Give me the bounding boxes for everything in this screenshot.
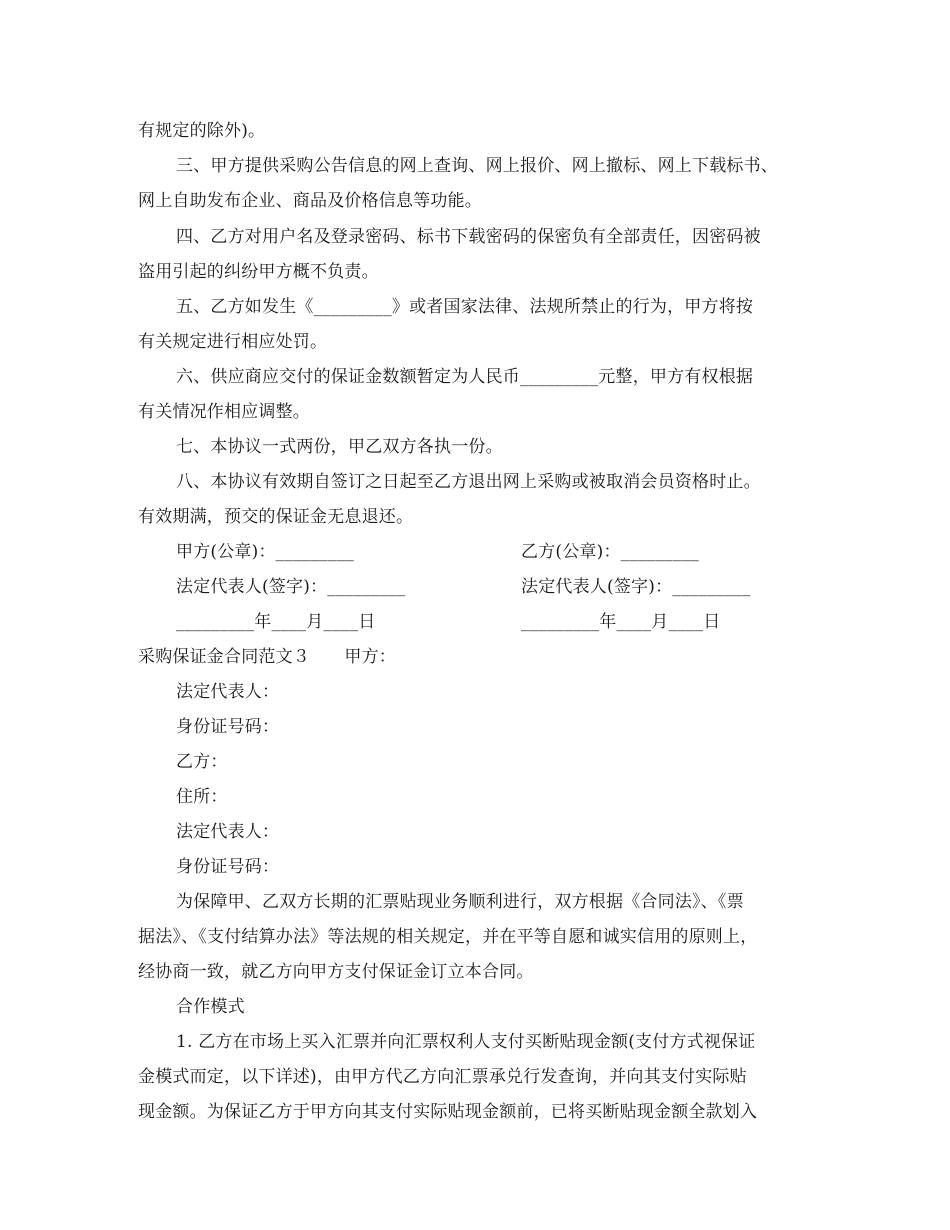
party-b-representative: 法定代表人(签字)：_________ xyxy=(521,577,751,597)
text-line: 有关规定进行相应处罚。 xyxy=(138,332,328,352)
clause-7: 七、本协议一式两份，甲乙双方各执一份。 xyxy=(176,437,503,457)
subheading-cooperation-mode: 合作模式 xyxy=(176,997,245,1017)
clause-6: 六、供应商应交付的保证金数额暂定为人民币_________元整，甲方有权根据 xyxy=(176,367,754,387)
party-a-representative: 法定代表人(签字)：_________ xyxy=(176,577,406,597)
field-address: 住所： xyxy=(176,787,228,807)
text-line: 盗用引起的纠纷甲方概不负责。 xyxy=(138,262,379,282)
text-line: 有关情况作相应调整。 xyxy=(138,402,310,422)
party-b-date: _________年____月____日 xyxy=(521,612,721,632)
clause-4: 四、乙方对用户名及登录密码、标书下载密码的保密负有全部责任，因密码被 xyxy=(176,227,761,247)
field-legal-rep: 法定代表人： xyxy=(176,682,280,702)
field-id-number: 身份证号码： xyxy=(176,717,280,737)
text-line: 网上自助发布企业、商品及价格信息等功能。 xyxy=(138,191,482,211)
text-line: 有规定的除外)。 xyxy=(138,121,266,141)
preamble-line: 据法》、《支付结算办法》等法规的相关规定，并在平等自愿和诚实信用的原则上， xyxy=(138,927,758,947)
text-line: 有效期满，预交的保证金无息退还。 xyxy=(138,507,414,527)
party-b-seal: 乙方(公章)：_________ xyxy=(521,542,699,562)
clause-8: 八、本协议有效期自签订之日起至乙方退出网上采购或被取消会员资格时止。 xyxy=(176,472,761,492)
clause-5: 五、乙方如发生《_________》或者国家法律、法规所禁止的行为，甲方将按 xyxy=(176,297,754,317)
section-heading: 采购保证金合同范文３ 甲方： xyxy=(138,647,396,667)
clause-1-line: 现金额。为保证乙方于甲方向其支付实际贴现金额前，已将买断贴现金额全款划入 xyxy=(138,1102,758,1122)
clause-1-line: 1. 乙方在市场上买入汇票并向汇票权利人支付买断贴现金额(支付方式视保证 xyxy=(176,1032,756,1052)
clause-3: 三、甲方提供采购公告信息的网上查询、网上报价、网上撤标、网上下载标书、 xyxy=(176,156,778,176)
preamble-line: 为保障甲、乙双方长期的汇票贴现业务顺利进行，双方根据《合同法》、《票 xyxy=(176,892,744,912)
party-a-seal: 甲方(公章)：_________ xyxy=(176,542,354,562)
field-party-b: 乙方： xyxy=(176,752,228,772)
preamble-line: 经协商一致，就乙方向甲方支付保证金订立本合同。 xyxy=(138,962,534,982)
party-a-date: _________年____月____日 xyxy=(176,612,376,632)
field-legal-rep: 法定代表人： xyxy=(176,822,280,842)
field-id-number: 身份证号码： xyxy=(176,857,280,877)
clause-1-line: 金模式而定，以下详述)，由甲方代乙方向汇票承兑行发查询，并向其支付实际贴 xyxy=(138,1067,747,1087)
